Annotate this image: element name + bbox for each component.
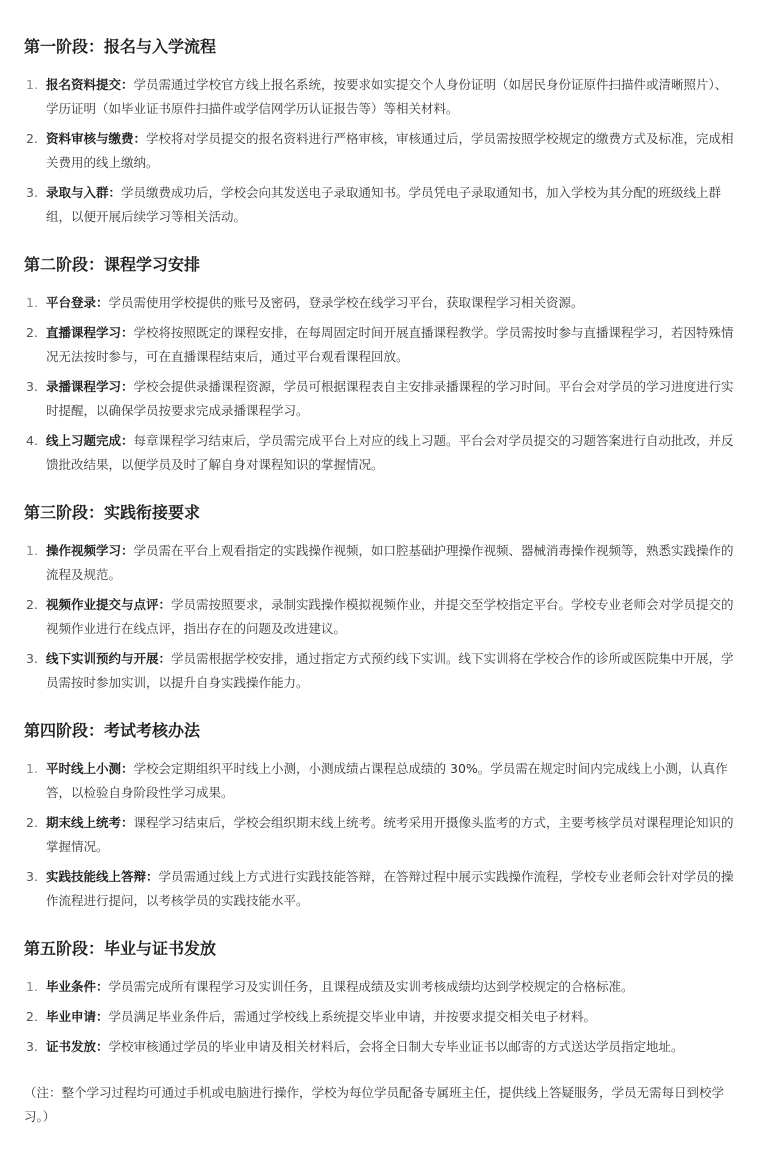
list-item (24, 647, 738, 695)
footnote: （注：整个学习过程均可通过手机或电脑进行操作，学校为每位学员配备专属班主任，提供线上答疑服务，学员无需每日到校学习。） (24, 1085, 725, 1124)
item-number: 1. (26, 761, 38, 776)
item-title: 线下实训预约与开展： (46, 651, 172, 666)
list-item (24, 375, 738, 423)
item-list (24, 539, 738, 695)
item-text: 学校会定期组织平时线上小测，小测成绩占课程总成绩的 30%。学员需在规定时间内完成线上小测，认真作答，以检验自身阶段性学习成果。 (46, 761, 728, 800)
item-text: 学员缴费成功后，学校会向其发送电子录取通知书。学员凭电子录取通知书，加入学校为其分配的班级线上群组，以便开展后续学习等相关活动。 (46, 185, 722, 224)
item-text: 学员满足毕业条件后，需通过学校线上系统提交毕业申请，并按要求提交相关电子材料。 (108, 1009, 597, 1024)
section-title: 第五阶段：毕业与证书发放 (24, 939, 217, 958)
item-text: 学员需使用学校提供的账号及密码，登录学校在线学习平台，获取课程学习相关资源。 (108, 295, 584, 310)
list-item (24, 975, 738, 999)
item-text: 学员需完成所有课程学习及实训任务，且课程成绩及实训考核成绩均达到学校规定的合格标准。 (108, 979, 634, 994)
item-number: 1. (26, 295, 38, 310)
list-item (24, 757, 738, 805)
item-number: 1. (26, 979, 38, 994)
item-title: 视频作业提交与点评： (46, 597, 172, 612)
list-item (24, 429, 738, 477)
item-title: 平台登录： (46, 295, 109, 310)
list-item (24, 291, 738, 315)
item-title: 操作视频学习： (46, 543, 134, 558)
section-title: 第四阶段：考试考核办法 (24, 721, 201, 740)
item-text: 学员需根据学校安排，通过指定方式预约线下实训。线下实训将在学校合作的诊所或医院集中开展，学员需按时参加实训，以提升自身实践操作能力。 (46, 651, 734, 690)
item-text: 学员需通过学校官方线上报名系统，按要求如实提交个人身份证明（如居民身份证原件扫描件或清晰照片）、学历证明（如毕业证书原件扫描件或学信网学历认证报告等）等相关材料。 (46, 77, 728, 116)
item-list (24, 975, 738, 1059)
item-number: 4. (26, 433, 38, 448)
item-text: 学校将对学员提交的报名资料进行严格审核，审核通过后，学员需按照学校规定的缴费方式及标准，完成相关费用的线上缴纳。 (46, 131, 734, 170)
item-title: 线上习题完成： (46, 433, 134, 448)
item-number: 2. (26, 597, 38, 612)
list-item (24, 73, 738, 121)
section-title: 第三阶段：实践衔接要求 (24, 503, 201, 522)
item-number: 3. (26, 185, 38, 200)
item-title: 实践技能线上答辩： (46, 869, 159, 884)
section-exams (24, 712, 738, 913)
item-title: 平时线上小测： (46, 761, 134, 776)
item-number: 3. (26, 379, 38, 394)
item-text: 学校将按照既定的课程安排，在每周固定时间开展直播课程教学。学员需按时参与直播课程学习，若因特殊情况无法按时参与，可在直播课程结束后，通过平台观看课程回放。 (46, 325, 734, 364)
section-title: 第二阶段：课程学习安排 (24, 255, 201, 274)
item-list (24, 291, 738, 477)
item-number: 2. (26, 325, 38, 340)
item-text: 学员需通过线上方式进行实践技能答辩，在答辩过程中展示实践操作流程，学校专业老师会针对学员的操作流程进行提问，以考核学员的实践技能水平。 (46, 869, 734, 908)
section-title: 第一阶段：报名与入学流程 (24, 37, 217, 56)
item-title: 资料审核与缴费： (46, 131, 147, 146)
item-text: 学校会提供录播课程资源，学员可根据课程表自主安排录播课程的学习时间。平台会对学员的学习进度进行实时提醒，以确保学员按要求完成录播课程学习。 (46, 379, 734, 418)
item-number: 1. (26, 543, 38, 558)
list-item (24, 811, 738, 859)
list-item (24, 181, 738, 229)
item-number: 3. (26, 869, 38, 884)
item-number: 2. (26, 131, 38, 146)
list-item (24, 127, 738, 175)
section-graduation (24, 930, 738, 1059)
item-title: 证书发放： (46, 1039, 109, 1054)
list-item (24, 865, 738, 913)
item-title: 录取与入群： (46, 185, 122, 200)
item-title: 录播课程学习： (46, 379, 134, 394)
item-title: 毕业条件： (46, 979, 109, 994)
section-enrollment (24, 28, 738, 229)
list-item (24, 1035, 738, 1059)
item-text: 学员需在平台上观看指定的实践操作视频，如口腔基础护理操作视频、器械消毒操作视频等，熟悉实践操作的流程及规范。 (46, 543, 734, 582)
item-text: 每章课程学习结束后，学员需完成平台上对应的线上习题。平台会对学员提交的习题答案进行自动批改，并反馈批改结果，以便学员及时了解自身对课程知识的掌握情况。 (46, 433, 734, 472)
item-title: 直播课程学习： (46, 325, 134, 340)
item-number: 2. (26, 815, 38, 830)
item-title: 期末线上统考： (46, 815, 134, 830)
section-course-study (24, 246, 738, 477)
list-item (24, 321, 738, 369)
list-item (24, 539, 738, 587)
item-text: 课程学习结束后，学校会组织期末线上统考。统考采用开摄像头监考的方式，主要考核学员对课程理论知识的掌握情况。 (46, 815, 734, 854)
list-item (24, 593, 738, 641)
item-title: 报名资料提交： (46, 77, 134, 92)
list-item (24, 1005, 738, 1029)
item-title: 毕业申请： (46, 1009, 109, 1024)
item-number: 2. (26, 1009, 38, 1024)
item-number: 3. (26, 651, 38, 666)
item-text: 学校审核通过学员的毕业申请及相关材料后，会将全日制大专毕业证书以邮寄的方式送达学员指定地址。 (108, 1039, 684, 1054)
item-list (24, 757, 738, 913)
item-number: 3. (26, 1039, 38, 1054)
item-text: 学员需按照要求，录制实践操作模拟视频作业，并提交至学校指定平台。学校专业老师会对学员提交的视频作业进行在线点评，指出存在的问题及改进建议。 (46, 597, 734, 636)
item-list (24, 73, 738, 229)
item-number: 1. (26, 77, 38, 92)
section-practice (24, 494, 738, 695)
